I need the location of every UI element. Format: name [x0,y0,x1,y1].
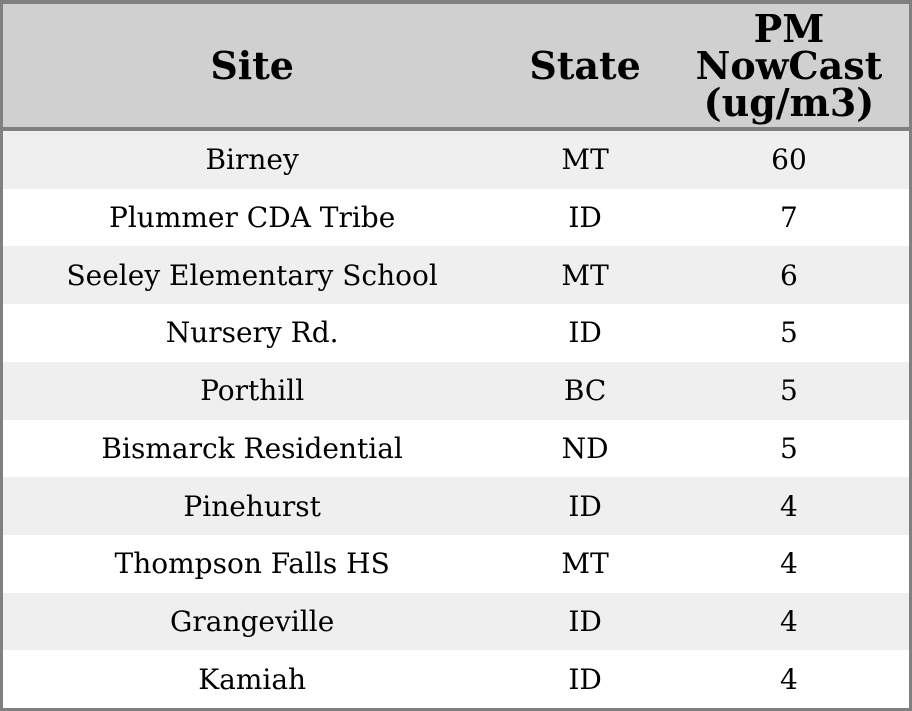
pm-header-line-3: (ug/m3) [703,80,875,125]
pm-value-cell: 5 [780,374,798,408]
table-body [3,131,909,708]
state-cell: ID [568,489,602,523]
pm-value-cell: 6 [780,258,798,292]
state-cell: ID [568,662,602,696]
site-cell: Birney [205,143,299,177]
column-header-state: State [529,42,641,88]
table-row [3,650,909,708]
table-row [3,593,909,651]
site-cell: Bismarck Residential [101,431,403,465]
table-row [3,362,909,420]
pm-value-cell: 4 [780,547,798,581]
state-cell: BC [563,374,607,408]
table-row [3,420,909,478]
site-cell: Seeley Elementary School [66,258,438,292]
pm-header-line-2: NowCast [695,43,883,88]
site-cell: Pinehurst [183,489,321,523]
state-cell: ID [568,604,602,638]
pm-value-cell: 4 [780,662,798,696]
site-cell: Kamiah [198,662,307,696]
state-cell: ID [568,201,602,235]
site-cell: Thompson Falls HS [114,547,390,581]
site-cell: Plummer CDA Tribe [109,201,396,235]
table-row [3,189,909,247]
pm-header-line-1: PM [753,6,825,51]
table-row [3,535,909,593]
state-cell: ID [568,316,602,350]
pm-value-cell: 7 [780,201,798,235]
state-cell: MT [561,547,609,581]
column-header-pm-nowcast [669,4,909,127]
state-cell: MT [561,143,609,177]
pm-value-cell: 60 [771,143,807,177]
table-row [3,246,909,304]
site-cell: Porthill [200,374,305,408]
pm-value-cell: 4 [780,489,798,523]
state-cell: MT [561,258,609,292]
column-header-site: Site [210,42,294,88]
pm-value-cell: 5 [780,431,798,465]
site-cell: Nursery Rd. [165,316,339,350]
table-row [3,477,909,535]
table-header-row [3,4,909,131]
state-cell: ND [561,431,609,465]
pm-header-lines [695,6,883,125]
site-cell: Grangeville [170,604,335,638]
pm-value-cell: 4 [780,604,798,638]
table-row [3,304,909,362]
pm-value-cell: 5 [780,316,798,350]
table-row [3,131,909,189]
